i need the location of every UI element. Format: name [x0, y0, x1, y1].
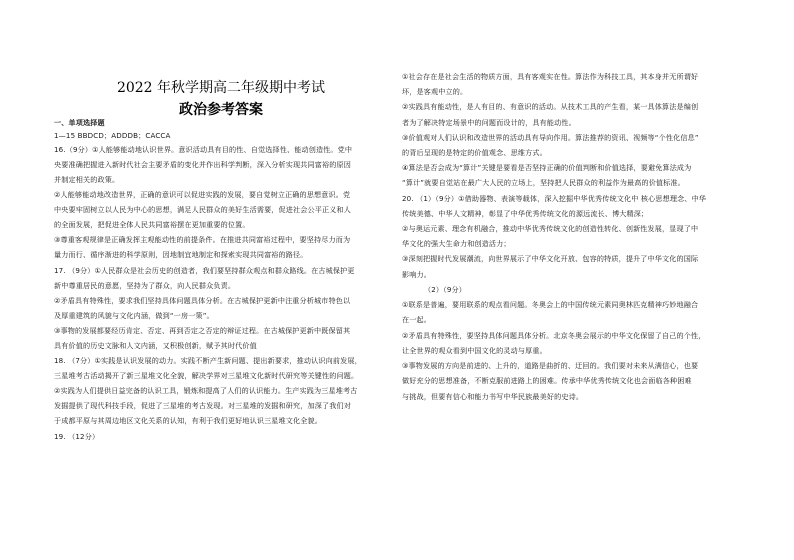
text-line: 新中尊重居民的意愿，坚持为了群众，向人民群众负责。 [54, 281, 236, 290]
text-line: 央要准确把握进入新时代社会主要矛盾的变化并作出科学判断，深入分析实现共同富裕的原因 [54, 160, 351, 169]
text-line: 20. （1）（9分）①借助器物、表演等载体，深入挖掘中华优秀传统文化中 核心思想理念、中华 [402, 194, 707, 203]
text-line: ③价值观对人们认识和改造世界的活动具有导向作用。算法推荐的资讯、视频等“个性化信息” [402, 133, 699, 142]
text-line: ③事物的发展都要经历肯定、否定、再到否定之否定的辩证过程。在古城保护更新中既保留其 [54, 326, 351, 335]
text-line: 三星堆考古活动揭开了新三星堆文化全貌，解决学界对三星堆文化新时代研究等关键性的问题。 [54, 371, 359, 380]
text-line: 者为了解决特定场景中的问题而设计的，具有能动性。 [402, 118, 576, 127]
text-line: 传统美德、中华人文精神，彰显了中华优秀传统文化的源远流长、博大精深； [402, 209, 649, 218]
text-line: 及厚重建筑的风貌与文化内涵，做到“一房一策”。 [54, 311, 214, 320]
page-title: 2022 年秋学期高二年级期中考试 [116, 80, 326, 96]
text-line: 具有价值的历史文脉和人文内涵，又积极创新，赋予其时代价值 [54, 341, 257, 350]
text-line: ②矛盾具有特殊性，要坚持具体问题具体分析。北京冬奥会展示的中华文化保留了自己的个性， [402, 331, 706, 340]
text-line: 19. （12分） [54, 432, 100, 441]
text-line: 的背后呈现的是特定的价值观念、思维方式。 [402, 148, 547, 157]
text-line: 发掘提供了现代科技手段，促进了三星堆的考古发现。对三星堆的发掘和研究，加深了我们对 [54, 401, 351, 410]
text-line: 1—15 BBDCD；ADDDB；CACCA [54, 131, 171, 140]
text-line: “算计”就要自觉站在最广大人民的立场上，坚持把人民群众的利益作为最高的价值标准。 [402, 178, 685, 187]
text-line: 影响力。 [402, 270, 431, 279]
text-line: 并制定相关的政策。 [54, 175, 120, 184]
text-line: 在一起。 [402, 315, 431, 324]
text-line: 中央要牢固树立以人民为中心的思想，满足人民群众的美好生活需要，促进社会公平正义和人 [54, 205, 351, 214]
text-line: 量力而行、循序渐进的科学原则，因地制宜地制定和探索实现共同富裕的路径。 [54, 250, 308, 259]
text-line: ③深刻把握时代发展潮流，向世界展示了中华文化开放、包容的特质，提升了中华文化的国际 [402, 254, 699, 263]
text-line: 与挑战，但要有信心和能力书写中华民族最美好的史诗。 [402, 392, 584, 401]
text-line: ③事物发展的方向是前进的、上升的，道路是曲折的、迂回的。我们要对未来从满信心，也要 [402, 361, 699, 370]
text-line: ①社会存在是社会生活的物质方面，具有客观实在性。算法作为科技工具，其本身并无所谓好 [402, 72, 699, 81]
text-line: 的全面发展，把促进全体人民共同富裕摆在更加重要的位置。 [54, 220, 250, 229]
text-line: ②人能够能动地改造世界，正确的意识可以促进实践的发展，要自觉树立正确的思想意识。党 [54, 190, 351, 199]
text-line: ③尊重客观规律是正确发挥主观能动性的前提条件。在推进共同富裕过程中，要坚持尽力而为 [54, 235, 351, 244]
text-line: ②实践为人们提供日益完备的认识工具，锻炼和提高了人们的认识能力。生产实践为三星堆考古 [54, 386, 358, 395]
page-subtitle: 政治参考答案 [179, 102, 263, 118]
text-line: 一、单项选择题 [54, 118, 105, 127]
text-line: 让全世界的观众看到中国文化的灵动与厚重。 [402, 346, 547, 355]
text-line: 于成都平原与其周边地区文化关系的认知，有利于我们更好地认识三星堆文化全貌。 [54, 416, 323, 425]
text-line: ②与奥运元素、理念有机融合，推动中华优秀传统文化的创造性转化、创新性发展，显现了中 [402, 224, 699, 233]
text-line: 18. （7分）①实践是认识发展的动力。实践不断产生新问题、提出新要求，推动认识向前发展， [54, 356, 362, 365]
text-line: ②矛盾具有特殊性，要求我们坚持具体问题具体分析。在古城保护更新中注重分析城市特色以 [54, 296, 351, 305]
text-line: ①联系是普遍，要用联系的观点看问题。冬奥会上的中国传统元素同奥林匹克精神巧妙地融合 [402, 300, 699, 309]
text-line: ②实践具有能动性，是人有目的、有意识的活动。从技术工具的产生看，某一具体算法是编创 [402, 102, 699, 111]
text-line: 坏，是客观中立的。 [402, 87, 468, 96]
text-line: 做好充分的思想准备，不断克服前进路上的困难。传承中华优秀传统文化也会面临各种困难 [402, 376, 692, 385]
text-line: 17. （9分）①人民群众是社会历史的创造者，我们要坚持群众观点和群众路线。在古城保护更 [54, 266, 355, 275]
text-line: （2）（9分） [424, 285, 466, 294]
text-line: ④算法是否会成为“算计”关键是要看是否坚持正确的价值判断和价值选择，要避免算法成为 [402, 163, 692, 172]
text-line: 华文化的强大生命力和创造活力； [402, 239, 511, 248]
text-line: 16.（9分）①人能够能动地认识世界。意识活动具有目的性、自觉选择性、能动创造性。党中 [54, 145, 353, 154]
